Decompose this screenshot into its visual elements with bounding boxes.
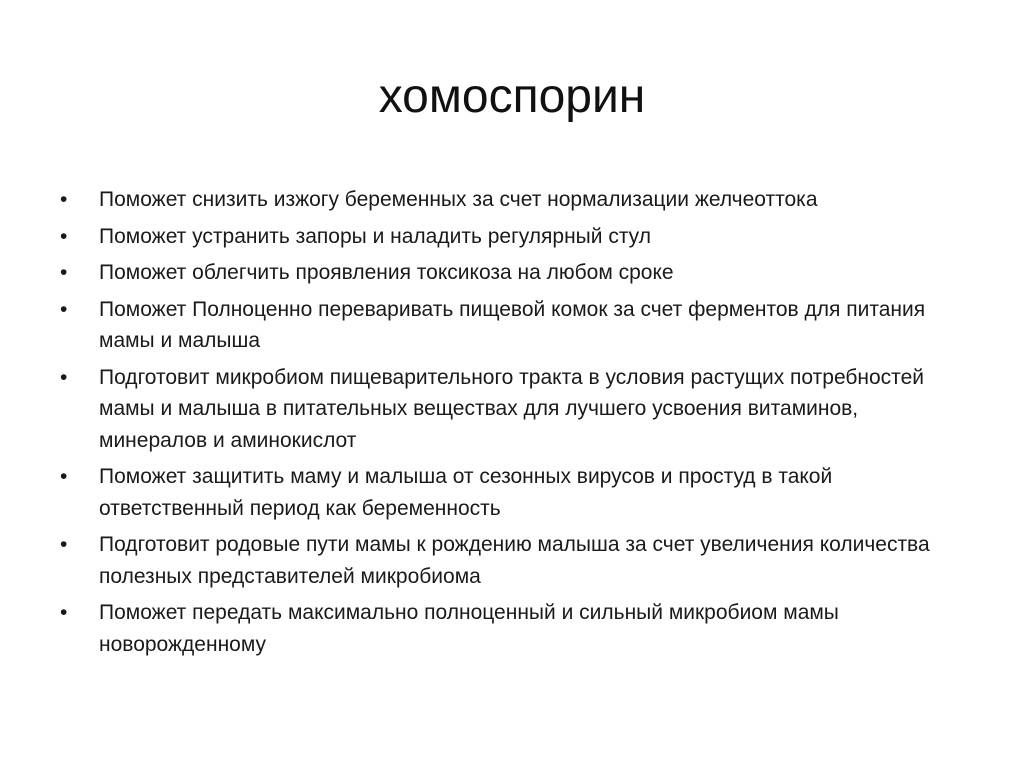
bullet-item bbox=[60, 221, 960, 253]
bullet-item bbox=[60, 184, 960, 216]
bullet-list bbox=[60, 184, 960, 665]
bullet-text: Поможет снизить изжогу беременных за счет нормализации желчеоттока bbox=[99, 188, 818, 211]
bullet-item bbox=[60, 362, 960, 457]
bullet-text: Поможет передать максимально полноценный и сильный микробиом мамы новорожденному bbox=[99, 601, 839, 656]
bullet-item bbox=[60, 294, 960, 357]
bullet-dot-icon: • bbox=[60, 224, 68, 248]
bullet-dot-icon: • bbox=[60, 188, 68, 211]
bullet-dot-icon: • bbox=[60, 601, 68, 624]
bullet-text: Подготовит родовые пути мамы к рождению малыша за счет увеличения количества полезных представителей микробиома bbox=[99, 533, 930, 588]
bullet-item bbox=[60, 461, 960, 524]
bullet-dot-icon: • bbox=[60, 365, 68, 389]
bullet-text: Поможет облегчить проявления токсикоза на любом сроке bbox=[99, 261, 674, 284]
bullet-item bbox=[60, 597, 960, 660]
bullet-dot-icon: • bbox=[60, 465, 68, 488]
bullet-text: Поможет защитить маму и малыша от сезонных вирусов и простуд в такой ответственный период как беременность bbox=[99, 465, 833, 520]
bullet-item bbox=[60, 257, 960, 289]
bullet-text: Поможет устранить запоры и наладить регулярный стул bbox=[99, 224, 651, 248]
bullet-item bbox=[60, 529, 960, 592]
bullet-text: Поможет Полноценно переваривать пищевой комок за счет ферментов для питания мамы и малыша bbox=[99, 297, 926, 352]
bullet-dot-icon: • bbox=[60, 297, 68, 321]
bullet-dot-icon: • bbox=[60, 533, 68, 556]
slide-title: хомоспорин bbox=[378, 70, 646, 123]
bullet-dot-icon: • bbox=[60, 261, 68, 284]
bullet-text: Подготовит микробиом пищеварительного тракта в условия растущих потребностей мамы и малыша в питательных веществах для лучшего усвоения витаминов, минералов и аминокислот bbox=[99, 365, 924, 452]
